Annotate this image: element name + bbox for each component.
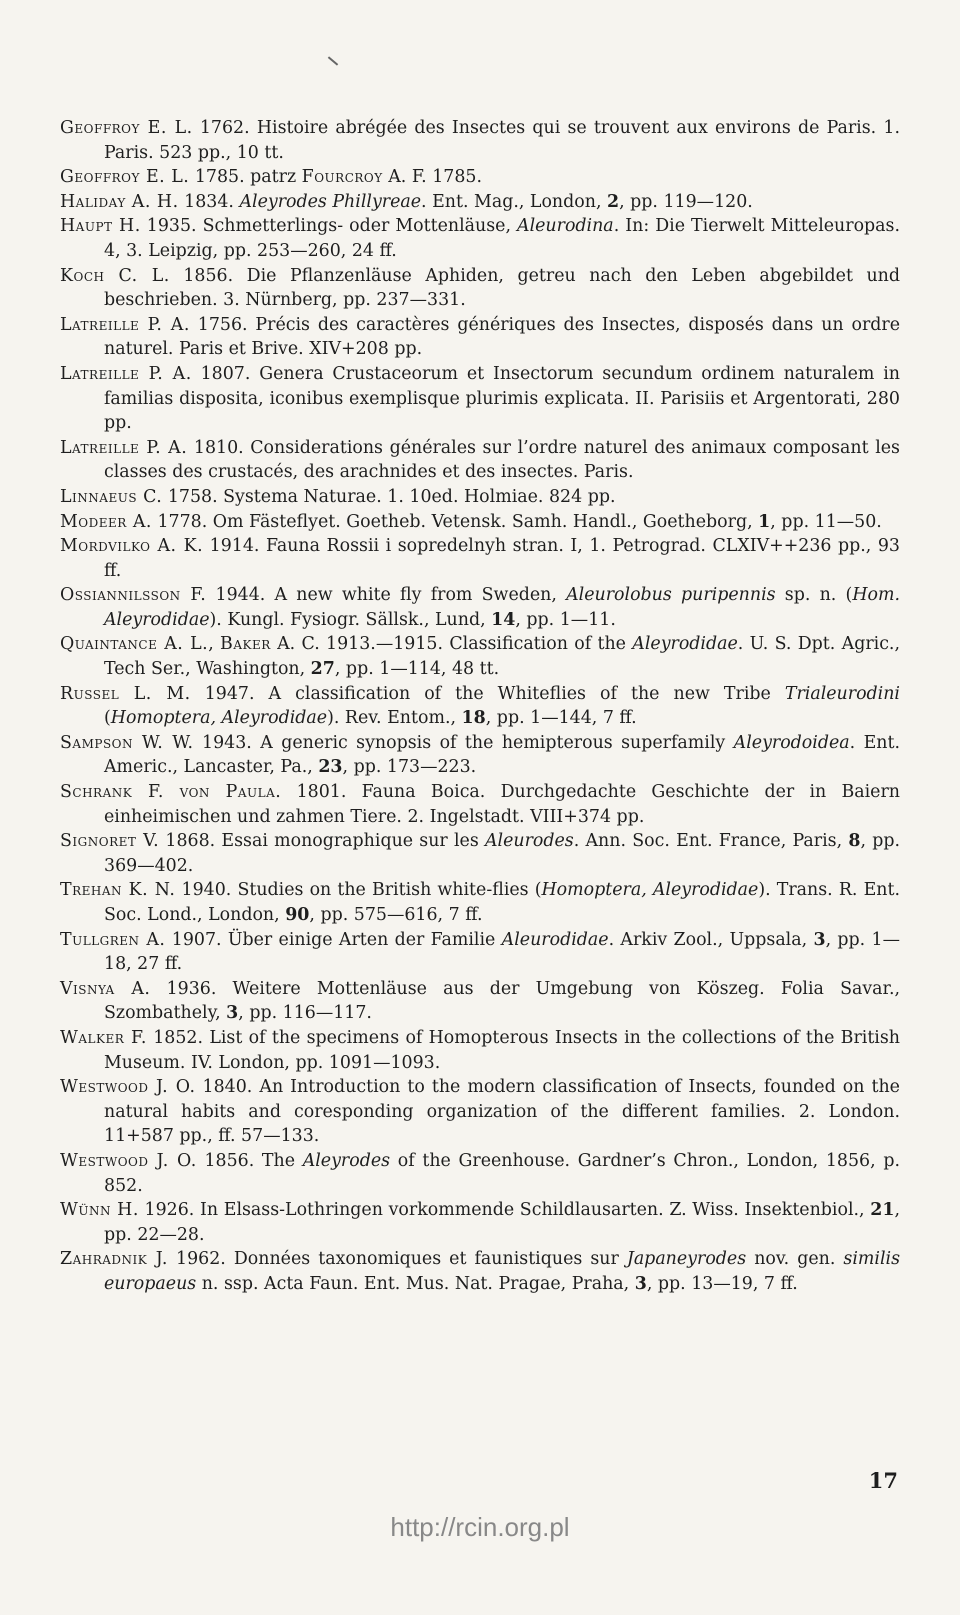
reference-entry	[60, 1026, 900, 1075]
reference-author: Wünn H.	[60, 1200, 139, 1221]
reference-text: Homoptera, Aleyrodidae	[110, 708, 328, 729]
reference-entry	[60, 436, 900, 485]
reference-text: 21	[870, 1200, 895, 1221]
reference-text: , pp. 575—616, 7 ff.	[309, 905, 483, 925]
reference-text: 1810. Considerations générales sur l’ordre naturel des animaux composant les classes des crustacés, des arachnides et des insectes. Paris.	[104, 437, 900, 483]
reference-entry	[60, 1198, 900, 1247]
reference-text: 1914. Fauna Rossii i sopredelnyh stran. I, 1. Petrograd. CLXIV++236 pp., 93 ff.	[104, 536, 900, 581]
reference-text: sp. n. (	[775, 585, 853, 606]
reference-text: Hom. Aleyrodidae	[104, 585, 900, 630]
reference-text: Aleyrodoidea	[733, 732, 850, 753]
reference-text: 1834.	[178, 191, 240, 212]
reference-text: of the Greenhouse. Gardner’s Chron., London, 1856, p. 852.	[104, 1150, 900, 1196]
reference-text: 8	[848, 831, 861, 852]
reference-text: 1758. Systema Naturae. 1. 10ed. Holmiae. 824 pp.	[162, 486, 616, 507]
reference-author: Westwood J. O.	[60, 1150, 197, 1171]
reference-text: 1852. List of the specimens of Homopterous Insects in the collections of the British Museum. IV. London, pp. 1091—1093.	[104, 1027, 900, 1073]
reference-text: 1962. Données taxonomiques et faunistiques sur	[167, 1249, 627, 1270]
reference-text: 14	[491, 609, 516, 630]
reference-entry	[60, 214, 900, 263]
reference-text: 1944. A new white fly from Sweden,	[206, 585, 567, 606]
reference-text: 90	[285, 905, 310, 925]
reference-text: , pp. 369—402.	[104, 831, 900, 876]
reference-author: Haupt H.	[60, 216, 141, 237]
reference-text: Aleurodes	[484, 831, 574, 852]
reference-text: Baker	[220, 634, 271, 655]
reference-text: 1778. Om Fästeflyet. Goetheb. Vetensk. Samh. Handl., Goetheborg,	[151, 511, 759, 532]
reference-author: Latreille P. A.	[60, 363, 192, 384]
reference-text: similis europaeus	[104, 1249, 900, 1294]
reference-text: (	[104, 708, 111, 729]
reference-entry	[60, 1075, 900, 1149]
reference-text: Homoptera, Aleyrodidae	[541, 880, 759, 901]
reference-author: Visnya A.	[60, 978, 151, 999]
reference-text: ). Trans. R. Ent. Soc. Lond., London,	[104, 880, 900, 925]
reference-text: 3	[634, 1273, 647, 1294]
reference-text: 1785. patrz	[189, 167, 302, 188]
reference-text: 1936. Weitere Mottenläuse aus der Umgebung von Köszeg. Folia Savar., Szombathely,	[104, 978, 901, 1024]
reference-author: Walker F.	[60, 1027, 147, 1048]
reference-entry	[60, 485, 900, 510]
reference-text: . Ann. Soc. Ent. France, Paris,	[573, 831, 849, 852]
reference-entry	[60, 362, 900, 436]
reference-text: , pp. 1—18, 27 ff.	[104, 929, 900, 975]
reference-text: . U. S. Dpt. Agric., Tech Ser., Washington,	[104, 634, 900, 680]
reference-text: Aleurolobus puripennis	[566, 585, 776, 606]
reference-text: , pp. 116—117.	[238, 1003, 372, 1024]
reference-author: Quaintance A. L.	[60, 634, 209, 655]
footer-url: http://rcin.org.pl	[390, 1512, 570, 1542]
reference-text: 1856. The	[196, 1150, 303, 1171]
reference-text: Aleurodidae	[501, 929, 609, 950]
reference-text: 23	[318, 757, 343, 778]
reference-text: Aleyrodes	[302, 1150, 391, 1171]
reference-author: Linnaeus C.	[60, 486, 163, 507]
reference-entry	[60, 534, 900, 583]
reference-text: . In: Die Tierwelt Mitteleuropas. 4, 3. Leipzig, pp. 253—260, 24 ff.	[104, 216, 900, 261]
reference-entry	[60, 1149, 900, 1198]
reference-text: 1907. Über einige Arten der Familie	[165, 929, 502, 950]
reference-author: Westwood J. O.	[60, 1077, 196, 1098]
reference-text: 1926. In Elsass-Lothringen vorkommende Schildlausarten. Z. Wiss. Insektenbiol.,	[138, 1200, 871, 1221]
reference-text: , pp. 119—120.	[619, 191, 753, 212]
reference-entry	[60, 583, 900, 632]
reference-text: , pp. 1—114, 48 tt.	[334, 659, 500, 680]
reference-text: 1868. Essai monographique sur les	[159, 831, 485, 852]
reference-text: Aleurodina	[517, 216, 614, 237]
reference-text: . Ent. Mag., London,	[421, 191, 607, 212]
reference-text: 1807. Genera Crustaceorum et Insectorum secundum ordinem naturalem in familias disposita, iconibus exemplisque plurimis explicata. II. Parisiis et Argentorati, 280 pp.	[104, 363, 900, 434]
reference-entry	[60, 510, 900, 535]
reference-text: 1940. Studies on the British white-flies (	[175, 880, 542, 901]
reference-author: Modeer A.	[60, 511, 152, 532]
reference-author: Ossiannilsson F.	[60, 585, 207, 606]
reference-text: , pp. 1—144, 7 ff.	[485, 708, 637, 729]
reference-entry	[60, 977, 900, 1026]
reference-text: 1	[758, 511, 771, 532]
reference-text: 1947. A classification of the Whiteflies of the new Tribe	[190, 683, 785, 704]
reference-entry	[60, 731, 900, 780]
reference-author: Zahradnik J.	[60, 1249, 168, 1270]
reference-entry	[60, 1247, 900, 1296]
reference-text: Fourcroy	[301, 167, 383, 188]
reference-author: Latreille P. A.	[60, 314, 190, 335]
reference-author: Trehan K. N.	[60, 880, 176, 901]
reference-text: . Arkiv Zool., Uppsala,	[608, 929, 814, 950]
reference-text: , pp. 1—11.	[515, 609, 616, 630]
page-number: 17	[868, 1468, 898, 1493]
reference-entry	[60, 313, 900, 362]
reference-text: 18	[461, 708, 486, 729]
reference-entry	[60, 780, 900, 829]
reference-text: 1943. A generic synopsis of the hemipterous superfamily	[193, 732, 734, 753]
reference-author: Schrank F. von Paula.	[60, 782, 282, 803]
reference-author: Latreille P. A.	[60, 437, 188, 458]
reference-text: ,	[208, 634, 221, 655]
reference-text: , pp. 11—50.	[770, 511, 882, 532]
reference-text: 1935. Schmetterlings- oder Mottenläuse,	[140, 216, 518, 237]
reference-text: 27	[310, 659, 335, 680]
reference-author: Tullgren A.	[60, 929, 166, 950]
reference-text: Aleyrodidae	[632, 634, 738, 655]
reference-text: 1801. Fauna Boica. Durchgedachte Geschichte der in Baiern einheimischen und zahmen Tiere. 2. Ingelstadt. VIII+374 pp.	[104, 782, 900, 827]
reference-text: n. ssp. Acta Faun. Ent. Mus. Nat. Pragae, Praha,	[196, 1273, 635, 1294]
reference-author: Geoffroy E. L.	[60, 167, 190, 188]
reference-text: , pp. 13—19, 7 ff.	[646, 1273, 798, 1294]
reference-text: . Ent. Americ., Lancaster, Pa.,	[104, 732, 901, 778]
reference-list	[60, 116, 900, 1297]
reference-text: 1762. Histoire abrégée des Insectes qui se trouvent aux environs de Paris. 1. Paris. 523 pp., 10 tt.	[104, 118, 900, 163]
reference-text: 3	[226, 1003, 239, 1024]
reference-text: 1840. An Introduction to the modern classification of Insects, founded on the natural habits and coresponding organization of the different families. 2. London. 11+587 pp., ff. 57—133.	[104, 1077, 900, 1147]
reference-text: A. F. 1785.	[382, 167, 483, 188]
reference-entry	[60, 165, 900, 190]
reference-text: nov. gen.	[746, 1249, 844, 1270]
reference-author: Mordvilko A. K.	[60, 536, 204, 557]
reference-entry	[60, 190, 900, 215]
reference-entry	[60, 632, 900, 681]
reference-text: A. C. 1913.—1915. Classification of the	[270, 634, 633, 655]
reference-text: ). Rev. Entom.,	[327, 708, 462, 729]
scan-mark	[328, 56, 338, 65]
reference-entry	[60, 829, 900, 878]
reference-entry	[60, 878, 900, 927]
reference-text: 1856. Die Pflanzenläuse Aphiden, getreu nach den Leben abgebildet und beschrieben. 3. Nürnberg, pp. 237—331.	[104, 265, 901, 311]
reference-author: Haliday A. H.	[60, 191, 179, 212]
reference-text: Aleyrodes Phillyreae	[239, 191, 422, 212]
reference-text: 3	[813, 929, 826, 950]
reference-author: Koch C. L.	[60, 265, 170, 286]
reference-entry	[60, 264, 900, 313]
reference-entry	[60, 682, 900, 731]
reference-text: , pp. 173—223.	[342, 757, 477, 778]
reference-author: Sampson W. W.	[60, 732, 194, 753]
reference-text: , pp. 22—28.	[104, 1200, 900, 1245]
reference-text: Japaneyrodes	[626, 1249, 747, 1270]
reference-author: Geoffroy E. L.	[60, 118, 193, 138]
reference-text: Trialeurodini	[784, 683, 900, 704]
reference-text: 1756. Précis des caractères génériques des Insectes, disposés dans un ordre naturel. Paris et Brive. XIV+208 pp.	[104, 314, 900, 360]
reference-text: 2	[607, 191, 620, 212]
reference-author: Signoret V.	[60, 831, 160, 852]
reference-entry	[60, 116, 900, 165]
reference-author: Russel L. M.	[60, 683, 191, 704]
reference-entry	[60, 928, 900, 977]
reference-text: ). Kungl. Fysiogr. Sällsk., Lund,	[209, 609, 492, 630]
